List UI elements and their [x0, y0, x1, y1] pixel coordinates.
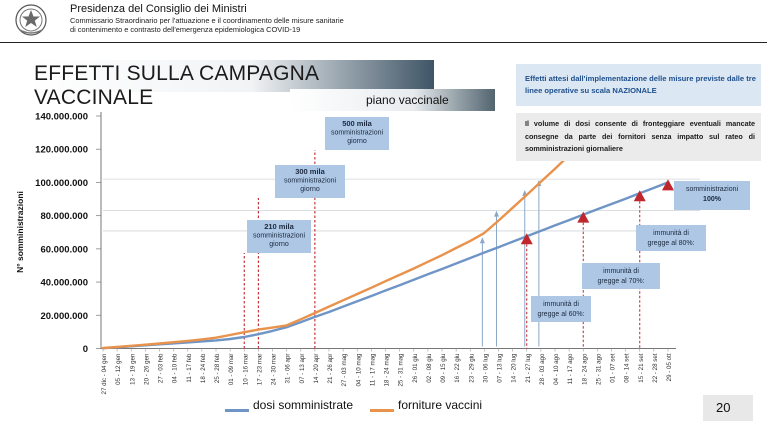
x-tick-label: 14 - 20 apr — [312, 353, 320, 384]
x-tick-label: 04 - 10 feb — [171, 353, 179, 384]
y-tick-label: 80.000.000 — [40, 211, 88, 223]
milestone-box-text: immunità di — [603, 268, 639, 275]
x-tick-label: 14 - 20 lug — [510, 353, 518, 383]
x-tick-label: 21 - 27 lug — [524, 353, 532, 383]
x-tick-label: 10 - 16 mar — [242, 353, 250, 386]
annotation-box-text: 500 mila — [342, 119, 372, 128]
page-number: 20 — [716, 400, 731, 415]
annotation-box-text: 300 mila — [295, 167, 325, 176]
x-tick-label: 27 dic - 04 gen — [101, 353, 108, 395]
x-tick-label: 18 - 24 feb — [199, 353, 207, 384]
milestone-box — [636, 225, 706, 251]
milestone-box-text: somministrazioni — [685, 186, 739, 193]
info-box-text: Effetti attesi dall'implementazione delle misure previste dalle tre linee operative su scala NAZIONALE — [525, 74, 756, 95]
arrow-head — [480, 237, 485, 243]
x-tick-label: 25 - 31 mag — [397, 353, 405, 387]
x-tick-label: 01 - 09 mar — [228, 353, 236, 386]
x-tick-label: 05 - 12 gen — [115, 353, 123, 385]
header-title: Presidenza del Consiglio dei Ministri — [70, 3, 247, 15]
arrow-head — [494, 211, 499, 217]
legend-label-forniture: forniture vaccini — [398, 398, 483, 412]
y-tick-label: 40.000.000 — [40, 277, 88, 289]
annotation-box-text: somministrazioni — [283, 177, 337, 185]
y-tick-label: 100.000.000 — [35, 177, 88, 189]
x-tick-label: 01 - 07 set — [609, 353, 617, 383]
annotation-box-text: giorno — [300, 186, 320, 193]
legend-swatch-dosi — [225, 409, 249, 412]
annotation-box-text: somministrazioni — [252, 232, 306, 240]
x-tick-label: 31 - 06 apr — [284, 353, 292, 384]
x-tick-label: 09 - 15 giu — [440, 353, 447, 383]
y-tick-label: 20.000.000 — [40, 310, 88, 322]
x-tick-label: 27 - 03 feb — [157, 353, 165, 384]
y-axis-label: N° somministrazioni — [15, 191, 25, 273]
x-tick-label: 26 - 01 giu — [411, 353, 419, 383]
y-tick-label: 60.000.000 — [40, 244, 88, 256]
x-tick-label: 21 - 26 apr — [327, 353, 334, 384]
slide-title: EFFETTI SULLA CAMPAGNA VACCINALE — [34, 62, 319, 109]
milestone-box-text: gregge al 80%: — [647, 240, 695, 247]
x-tick-label: 30 - 06 lug — [482, 353, 490, 383]
x-tick-label: 28 - 03 ago — [538, 353, 546, 385]
header-subtitle-line2: di contenimento e contrasto dell'emergenza epidemiologica COVID-19 — [70, 25, 301, 34]
x-tick-label: 04 - 10 ago — [553, 353, 560, 385]
legend-label-dosi: dosi somministrate — [253, 398, 354, 412]
header-subtitle-line1: Commissario Straordinario per l'attuazione e il coordinamento delle misure sanitarie — [70, 16, 344, 25]
page-number-box — [703, 395, 753, 421]
annotation-box-text: somministrazioni — [330, 129, 384, 137]
note-box-text: Il volume di dosi consente di fronteggiare eventuali mancate consegne da parte dei fornitori senza impatto sul rateo di somministrazioni giornaliere — [525, 119, 755, 153]
note-box — [516, 113, 761, 161]
x-tick-label: 13 - 19 gen — [129, 353, 137, 385]
x-tick-label: 18 - 24 ago — [581, 353, 589, 385]
x-tick-label: 16 - 22 giu — [454, 353, 462, 383]
info-box — [516, 64, 761, 106]
x-tick-label: 15 - 21 set — [637, 353, 645, 383]
annotation-box-text: giorno — [269, 241, 289, 248]
x-tick-label: 08 - 14 set — [623, 353, 631, 383]
y-tick-label: 0 — [82, 344, 88, 355]
x-tick-label: 02 - 08 giu — [425, 353, 433, 383]
annotation-box-text: giorno — [347, 138, 367, 145]
x-tick-label: 11 - 17 ago — [567, 353, 575, 385]
milestone-box-text: gregge al 70%: — [597, 278, 645, 285]
legend-swatch-forniture — [370, 409, 394, 412]
y-tick-label: 120.000.000 — [35, 144, 88, 156]
x-tick-label: 25 - 28 feb — [214, 353, 221, 384]
x-tick-label: 07 - 13 lug — [496, 353, 504, 383]
slide-subtitle: piano vaccinale — [366, 93, 449, 107]
x-tick-label: 24 - 30 mar — [270, 353, 278, 386]
milestone-box — [531, 296, 591, 322]
x-tick-label: 20 - 26 gen — [143, 353, 151, 385]
x-tick-label: 22 - 28 set — [651, 353, 659, 383]
annotation-box-text: 210 mila — [264, 222, 294, 231]
x-tick-label: 11 - 17 feb — [185, 353, 193, 383]
milestone-box-text: 100% — [703, 196, 721, 203]
milestone-box-text: immunità di — [653, 230, 689, 237]
milestone-box-text: immunità di — [543, 301, 579, 308]
x-tick-label: 17 - 23 mar — [256, 353, 264, 386]
x-tick-label: 07 - 13 apr — [298, 353, 306, 384]
y-tick-label: 140.000.000 — [35, 111, 88, 123]
x-tick-label: 23 - 29 giu — [468, 353, 476, 383]
x-tick-label: 27 - 03 mag — [341, 353, 349, 387]
milestone-box — [582, 263, 660, 289]
milestone-box-text: gregge al 60%: — [537, 311, 585, 318]
x-tick-label: 25 - 31 ago — [595, 353, 603, 385]
x-tick-label: 11 - 17 mag — [369, 353, 377, 387]
x-tick-label: 29 - 05 ott — [666, 353, 673, 382]
x-tick-label: 18 - 24 mag — [383, 353, 391, 387]
x-tick-label: 04 - 10 mag — [355, 353, 363, 387]
